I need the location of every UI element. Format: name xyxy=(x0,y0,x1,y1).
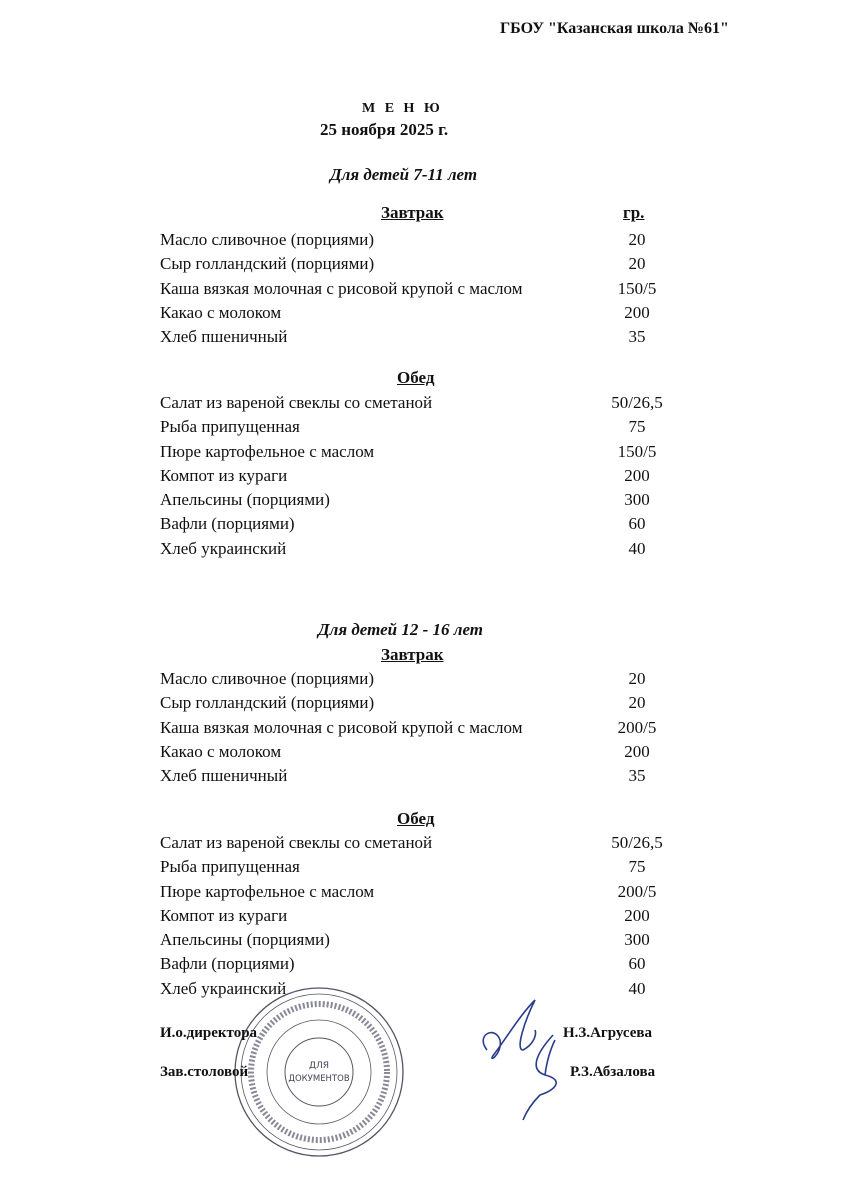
dish-name: Рыба припущенная xyxy=(160,857,300,877)
age-group-title: Для детей 7-11 лет xyxy=(330,165,478,184)
menu-item-row xyxy=(160,537,680,561)
unit-header: гр. xyxy=(623,203,645,222)
menu-item-row xyxy=(160,277,680,301)
dish-weight: 150/5 xyxy=(617,278,657,298)
dish-name: Сыр голландский (порциями) xyxy=(160,254,375,274)
menu-item-row xyxy=(160,228,680,252)
menu-item-row xyxy=(160,512,680,536)
dish-weight: 200 xyxy=(624,905,650,925)
dish-name: Какао с молоком xyxy=(160,741,282,761)
dish-name: Каша вязкая молочная с рисовой крупой с маслом xyxy=(160,278,523,298)
age-group-title: Для детей 12 - 16 лет xyxy=(318,620,484,639)
dish-weight: 200 xyxy=(624,741,650,761)
signatory-name: Р.З.Абзалова xyxy=(570,1064,656,1080)
dish-weight: 75 xyxy=(628,857,646,877)
menu-item-row xyxy=(160,855,680,879)
dish-name: Каша вязкая молочная с рисовой крупой с маслом xyxy=(160,717,523,737)
menu-item-row xyxy=(160,391,680,415)
document-title: М Е Н Ю xyxy=(362,101,443,116)
dish-weight: 50/26,5 xyxy=(611,833,663,852)
dish-weight: 300 xyxy=(624,490,650,510)
dish-weight: 75 xyxy=(628,417,646,437)
menu-item-row xyxy=(160,252,680,276)
dish-weight: 35 xyxy=(628,766,646,786)
school-stamp xyxy=(232,985,407,1160)
dish-weight: 50/26,5 xyxy=(611,393,663,412)
dish-weight: 300 xyxy=(624,930,650,950)
dish-name: Какао с молоком xyxy=(160,302,282,322)
dish-weight: 20 xyxy=(628,254,646,274)
dish-name: Апельсины (порциями) xyxy=(160,490,330,510)
meal-items xyxy=(160,831,680,1001)
menu-item-row xyxy=(160,904,680,928)
menu-item-row xyxy=(160,464,680,488)
signature-role: И.о.директора xyxy=(160,1025,258,1041)
meal-title: Завтрак xyxy=(381,645,444,664)
dish-weight: 60 xyxy=(628,514,646,534)
menu-item-row xyxy=(160,831,680,855)
menu-item-row xyxy=(160,415,680,439)
menu-date: 25 ноября 2025 г. xyxy=(320,120,449,139)
svg-text:ДОКУМЕНТОВ: ДОКУМЕНТОВ xyxy=(288,1074,350,1084)
dish-name: Вафли (порциями) xyxy=(160,514,295,534)
dish-name: Хлеб украинский xyxy=(160,978,287,998)
dish-weight: 60 xyxy=(628,954,646,974)
menu-item-row xyxy=(160,325,680,349)
menu-item-row xyxy=(160,716,680,740)
dish-weight: 200 xyxy=(624,302,650,322)
menu-item-row xyxy=(160,667,680,691)
meal-title: Завтрак xyxy=(381,203,444,222)
dish-weight: 200/5 xyxy=(617,717,657,737)
dish-name: Хлеб пшеничный xyxy=(160,327,288,347)
menu-item-row xyxy=(160,301,680,325)
organization-name: ГБОУ "Казанская школа №61" xyxy=(500,20,729,37)
signature-role: Зав.столовой xyxy=(160,1064,249,1080)
menu-item-row xyxy=(160,440,680,464)
dish-weight: 20 xyxy=(628,230,646,249)
menu-item-row xyxy=(160,488,680,512)
signatory-name: Н.З.Агрусева xyxy=(563,1025,653,1041)
dish-name: Вафли (порциями) xyxy=(160,954,295,974)
meal-items xyxy=(160,391,680,561)
dish-weight: 200 xyxy=(624,465,650,485)
menu-item-row xyxy=(160,928,680,952)
meal-title: Обед xyxy=(397,809,435,828)
meal-items xyxy=(160,667,680,788)
dish-name: Масло сливочное (порциями) xyxy=(160,669,374,688)
dish-name: Пюре картофельное с маслом xyxy=(160,881,375,901)
meal-items xyxy=(160,228,680,349)
dish-name: Салат из вареной свеклы со сметаной xyxy=(160,833,433,852)
dish-name: Пюре картофельное с маслом xyxy=(160,441,375,461)
menu-item-row xyxy=(160,764,680,788)
dish-weight: 200/5 xyxy=(617,881,657,901)
dish-weight: 150/5 xyxy=(617,441,657,461)
menu-item-row xyxy=(160,880,680,904)
dish-weight: 40 xyxy=(628,978,646,998)
dish-weight: 40 xyxy=(628,538,646,558)
dish-name: Хлеб украинский xyxy=(160,538,287,558)
dish-name: Хлеб пшеничный xyxy=(160,766,288,786)
dish-name: Масло сливочное (порциями) xyxy=(160,230,374,249)
menu-item-row xyxy=(160,691,680,715)
dish-name: Апельсины (порциями) xyxy=(160,930,330,950)
dish-name: Сыр голландский (порциями) xyxy=(160,693,375,713)
dish-name: Компот из кураги xyxy=(160,465,288,485)
dish-name: Компот из кураги xyxy=(160,905,288,925)
dish-weight: 20 xyxy=(628,693,646,713)
meal-title: Обед xyxy=(397,368,435,387)
dish-weight: 20 xyxy=(628,669,646,688)
menu-item-row xyxy=(160,740,680,764)
dish-name: Рыба припущенная xyxy=(160,417,300,437)
svg-text:ДЛЯ: ДЛЯ xyxy=(308,1061,330,1071)
dish-weight: 35 xyxy=(628,327,646,347)
signature-mark xyxy=(475,995,595,1125)
menu-item-row xyxy=(160,952,680,976)
dish-name: Салат из вареной свеклы со сметаной xyxy=(160,393,433,412)
